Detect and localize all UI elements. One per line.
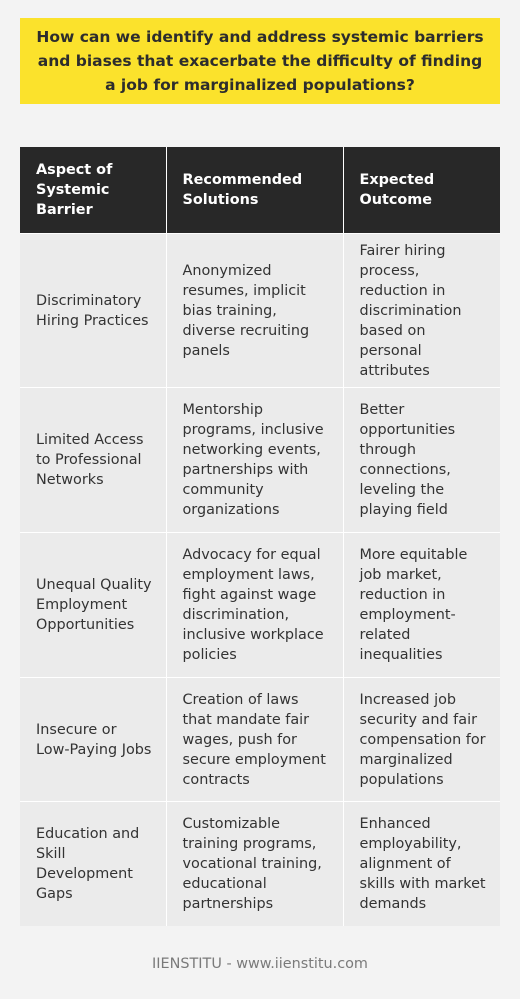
cell-solutions: Advocacy for equal employment laws, fight against wage discrimination, inclusive workplace policies [166,533,343,678]
table-row [20,678,500,802]
cell-outcome: More equitable job market, reduction in employment-related inequalities [343,533,500,678]
header-solutions: Recommended Solutions [166,147,343,234]
cell-aspect: Unequal Quality Employment Opportunities [20,533,166,678]
cell-solutions: Creation of laws that mandate fair wages, push for secure employment contracts [166,678,343,802]
cell-solutions: Mentorship programs, inclusive networking events, partnerships with community organizations [166,388,343,533]
cell-solutions: Anonymized resumes, implicit bias training, diverse recruiting panels [166,234,343,388]
cell-aspect: Education and Skill Development Gaps [20,802,166,926]
footer-credit: IIENSTITU - www.iienstitu.com [152,956,368,972]
table-row [20,802,500,926]
header-aspect: Aspect of Systemic Barrier [20,147,166,234]
header-outcome: Expected Outcome [343,147,500,234]
table-header-row [20,147,500,234]
cell-aspect: Insecure or Low-Paying Jobs [20,678,166,802]
table-row [20,234,500,388]
barriers-table [20,147,500,926]
table-row [20,533,500,678]
cell-solutions: Customizable training programs, vocational training, educational partnerships [166,802,343,926]
cell-outcome: Fairer hiring process, reduction in discrimination based on personal attributes [343,234,500,388]
question-text: How can we identify and address systemic barriers and biases that exacerbate the difficulty of finding a job for marginalized populations? [36,28,484,94]
cell-outcome: Better opportunities through connections, leveling the playing field [343,388,500,533]
cell-aspect: Discriminatory Hiring Practices [20,234,166,388]
question-banner [20,18,500,104]
cell-outcome: Enhanced employability, alignment of skills with market demands [343,802,500,926]
cell-outcome: Increased job security and fair compensation for marginalized populations [343,678,500,802]
cell-aspect: Limited Access to Professional Networks [20,388,166,533]
table-row [20,388,500,533]
